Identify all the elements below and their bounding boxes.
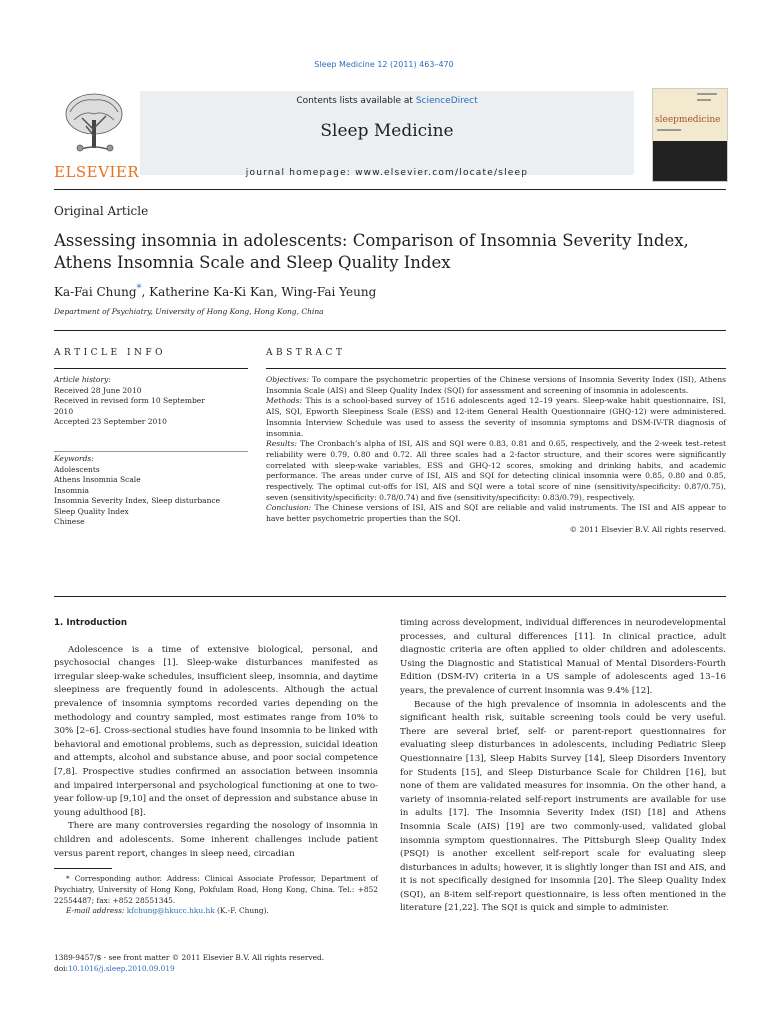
history-item: Received 28 June 2010 xyxy=(54,385,142,395)
conclusion-label: Conclusion: xyxy=(266,503,312,513)
article-history xyxy=(54,375,248,428)
copyright: © 2011 Elsevier B.V. All rights reserved. xyxy=(569,524,726,534)
journal-cover-thumbnail[interactable] xyxy=(652,88,728,182)
email-link[interactable]: kfchung@hkucc.hku.hk xyxy=(126,906,215,916)
article-title-line-2: Athens Insomnia Scale and Sleep Quality Index xyxy=(54,253,451,272)
history-item: Received in revised form 10 September xyxy=(54,396,205,405)
body-column-right xyxy=(400,617,726,916)
article-title-line-1: Assessing insomnia in adolescents: Comparison of Insomnia Severity Index, xyxy=(54,231,689,250)
keyword: Adolescents xyxy=(54,464,100,474)
authors-other: , Katherine Ka-Ki Kan, Wing-Fai Yeung xyxy=(141,285,377,299)
keywords xyxy=(54,454,248,528)
divider xyxy=(54,451,248,452)
abstract-heading: ABSTRACT xyxy=(266,348,346,358)
author-corresponding: Ka-Fai Chung xyxy=(54,285,137,299)
keyword: Sleep Quality Index xyxy=(54,506,129,516)
keyword: Insomnia Severity Index, Sleep disturbance xyxy=(54,496,221,505)
doi-prefix: doi: xyxy=(54,964,69,973)
masthead xyxy=(54,88,726,183)
email-label: E-mail address: xyxy=(66,906,125,916)
footnote-mark: * xyxy=(66,874,70,883)
paragraph: Because of the high prevalence of insomnia in adolescents and the significant health risk, suitable screening tools could be very useful. There are several brief, self- or parent-report questionnaires for evaluating sleep disturbances in adolescents, including Pediatric Sleep Questionnaire [13], Sleep Habits Survey [14], Sleep Disorders Inventory for Students [15], and Sleep Disturbance Scale for Children [16], but none of them are validated measures for insomnia. On the other hand, a variety of insomnia-related self-report instruments are available for use in adults [17]. The Insomnia Severity Index (ISI) [18] and Athens Insomnia Scale (AIS) [19] are two commonly-used, validated global insomnia symptom questionnaires. The Pittsburgh Sleep Quality Index (PSQI) is another excellent self-report scale for evaluating sleep disturbances in adults; however, it is slightly longer than ISI and AIS, and it is not specifically designed for insomnia [20]. The Sleep Quality Index (SQI), an 8-item self-report questionnaire, is less often mentioned in the literature [21,22]. The SQI is quick and simple to administer. xyxy=(400,699,726,914)
journal-title-box xyxy=(140,91,634,178)
abstract xyxy=(266,375,726,536)
publisher-name: ELSEVIER xyxy=(54,163,140,181)
keyword: Chinese xyxy=(54,517,85,526)
issn-line: 1389-9457/$ - see front matter © 2011 Elsevier B.V. All rights reserved. xyxy=(54,953,325,962)
paragraph: timing across development, individual differences in neurodevelopmental processes, and cultural differences [11]. In clinical practice, adult diagnostic criteria are often applied to older children and adolescents. Using the Diagnostic and Statistical Manual of Mental Disorders-Fourth Edition (DSM-IV) criteria in a US sample of adolescents aged 13–16 years, the prevalence of current insomnia was 9.4% [12]. xyxy=(400,618,726,696)
sciencedirect-link[interactable]: ScienceDirect xyxy=(415,96,478,106)
homepage-prefix: journal homepage: xyxy=(245,168,356,178)
footnote-email-line xyxy=(54,906,378,917)
divider xyxy=(266,368,726,369)
corresponding-author-mark[interactable]: * xyxy=(136,283,142,294)
paragraph: Adolescence is a time of extensive biological, personal, and psychosocial changes [1]. Sleep-wake disturbances manifested as irregular sleep-wake schedules, insufficient sleep, insomnia, and daytime sleepiness are frequently found in adolescents. Although the actual prevalence of insomnia symptoms recorded varies depending on the methodology and country sampled, most estimates range from 10% to 30% [2–6]. Cross-sectional studies have found insomnia to be linked with behavioral and emotional problems, such as depression, suicidal ideation and attempts, alcohol and substance abuse, and poor social competence [7,8]. Prospective studies confirmed an association between insomnia and impaired interpersonal and psychological functioning at one to two-year follow-up [9,10] and the onset of depression and substance abuse in young adulthood [8]. xyxy=(54,644,378,818)
cover-decor xyxy=(657,129,681,131)
divider xyxy=(54,189,726,190)
objectives-text: To compare the psychometric properties of the Chinese versions of Insomnia Severity Index (ISI), Athens Insomnia Scale (AIS) and Sleep Quality Index (SQI) for assessment and screening of insomnia in adolescents. xyxy=(266,375,726,395)
contents-line xyxy=(140,96,634,106)
history-item: Accepted 23 September 2010 xyxy=(54,417,167,426)
divider xyxy=(54,368,248,369)
history-item: 2010 xyxy=(54,406,74,416)
homepage-link[interactable]: www.elsevier.com/locate/sleep xyxy=(355,168,529,178)
journal-homepage xyxy=(140,168,634,178)
paragraph: There are many controversies regarding the nosology of insomnia in children and adolescents. Some inherent challenges include patient versus parent report, changes in sleep need, circadian xyxy=(54,821,378,859)
methods-text: This is a school-based survey of 1516 adolescents aged 12–19 years. Sleep-wake habit questionnaire, ISI, AIS, SQI, Epworth Sleepiness Scale (ESS) and 12-item General Health Questionnaire (GHQ-12) were administered. Insomnia Interview Schedule was used to assess the severity of insomnia symptoms and DSM-IV-TR diagnosis of insomnia. xyxy=(266,396,726,438)
abstract-conclusion xyxy=(266,503,726,524)
cover-decor xyxy=(697,99,711,101)
doi-link[interactable]: 10.1016/j.sleep.2010.09.019 xyxy=(68,964,175,973)
footnote-body xyxy=(54,874,378,906)
objectives-label: Objectives: xyxy=(266,375,309,384)
keyword: Athens Insomnia Scale xyxy=(54,475,141,484)
journal-reference[interactable]: Sleep Medicine 12 (2011) 463–470 xyxy=(314,60,454,69)
cover-image xyxy=(653,141,727,181)
email-suffix: (K.-F. Chung). xyxy=(214,906,269,916)
elsevier-logo[interactable] xyxy=(54,88,140,183)
authors xyxy=(54,283,376,299)
footnote-text: Corresponding author. Address: Clinical Associate Professor, Department of Psychiatry, University of Hong Kong, Pokfulam Road, Hong Kong, China. Tel.: +852 22554487; fax: +852 28551345. xyxy=(54,874,378,905)
abstract-objectives xyxy=(266,375,726,396)
keywords-label: Keywords: xyxy=(54,454,94,463)
cover-decor xyxy=(697,93,717,95)
article-type: Original Article xyxy=(54,204,149,218)
cover-title: sleepmedicine xyxy=(655,115,721,125)
page-footer xyxy=(54,952,324,974)
section-heading-introduction: 1. Introduction xyxy=(54,618,128,628)
conclusion-text: The Chinese versions of ISI, AIS and SQI are reliable and valid instruments. The ISI and AIS appear to have better psychometric properties than the SQI. xyxy=(266,503,726,524)
abstract-results xyxy=(266,439,726,503)
journal-title: Sleep Medicine xyxy=(320,121,454,141)
divider xyxy=(54,330,726,331)
affiliation: Department of Psychiatry, University of Hong Kong, Hong Kong, China xyxy=(54,307,324,316)
article-info-heading: ARTICLE INFO xyxy=(54,348,167,358)
body-column-left xyxy=(54,617,378,861)
elsevier-tree-icon xyxy=(60,90,128,158)
abstract-methods xyxy=(266,396,726,439)
contents-prefix: Contents lists available at xyxy=(296,96,416,106)
doi-line xyxy=(54,963,324,974)
results-text: The Cronbach’s alpha of ISI, AIS and SQI were 0.83, 0.81 and 0.65, respectively, and the 2-week test–retest reliability were 0.79, 0.80 and 0.72. All three scales had a 2-factor structure, and their scores were significantly correlated with sleep-wake variables, ESS and GHQ-12 scores, smoking and drinking habits, and academic performance. The areas under curve of ISI, AIS and SQI for detecting clinical insomnia were 0.85, 0.80 and 0.85, respectively. The optimal cut-offs for ISI, AIS and SQI were a total score of nine (sensitivity/specificity: 0.87/0.75), seven (sensitivity/specificity: 0.78/0.74) and five (sensitivity/specificity: 0.83/0.79), respectively. xyxy=(266,439,726,502)
divider xyxy=(54,596,726,597)
article-title xyxy=(54,230,734,274)
footnote xyxy=(54,868,378,917)
results-label: Results: xyxy=(266,439,297,449)
history-label: Article history: xyxy=(54,375,111,384)
keyword: Insomnia xyxy=(54,485,89,495)
methods-label: Methods: xyxy=(266,396,303,406)
